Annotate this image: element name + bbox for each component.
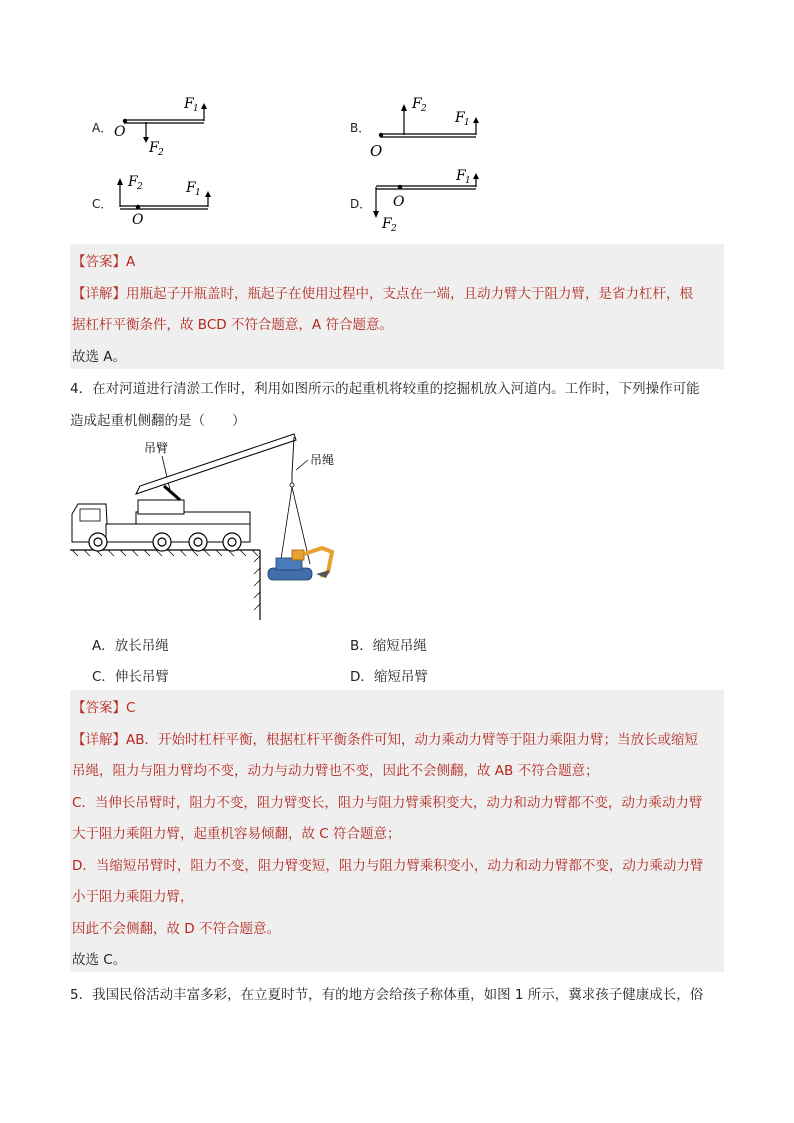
q3-answer-block	[70, 244, 724, 369]
svg-text:F: F	[186, 180, 196, 196]
svg-text:O: O	[132, 212, 144, 228]
q3-answer-line	[72, 250, 135, 270]
svg-text:O: O	[393, 194, 405, 210]
svg-text:F: F	[455, 110, 465, 126]
q4-answer-line	[72, 696, 135, 716]
option-d-diagram	[368, 166, 480, 234]
answer-tag: 【答案】	[72, 700, 126, 716]
pivot-o: O	[114, 124, 126, 140]
q4-option-a: A．放长吊绳	[92, 638, 169, 654]
detail-tag: 【详解】	[72, 286, 126, 302]
q4-stem-line1: 4．在对河道进行清淤工作时，利用如图所示的起重机将较重的挖掘机放入河道内。工作时，下列操作可能	[70, 381, 700, 397]
svg-text:1: 1	[193, 104, 199, 114]
q4-choose: 故选 C。	[72, 952, 127, 968]
option-c-label: C．	[92, 197, 113, 211]
svg-text:F: F	[149, 140, 159, 156]
rope-label: 吊绳	[310, 453, 335, 467]
answer-value: A	[126, 254, 136, 270]
answer-value: C	[126, 700, 136, 716]
q4-answer-block	[70, 690, 724, 972]
svg-text:2: 2	[391, 224, 397, 234]
svg-text:F: F	[456, 168, 466, 184]
q4-detail-line4: 大于阻力乘阻力臂，起重机容易倾翻，故 C 符合题意；	[72, 826, 401, 842]
q3-choose: 故选 A。	[72, 349, 127, 365]
boom-label: 吊臂	[144, 441, 169, 455]
svg-text:F: F	[128, 174, 138, 190]
svg-text:O: O	[370, 142, 383, 160]
svg-text:1: 1	[464, 118, 470, 128]
svg-text:2: 2	[421, 104, 427, 114]
svg-text:1: 1	[195, 188, 201, 198]
option-b-label: B．	[350, 121, 371, 135]
answer-tag: 【答案】	[72, 254, 126, 270]
svg-text:F: F	[184, 96, 194, 112]
option-d-label: D．	[350, 197, 372, 211]
q4-option-b: B．缩短吊绳	[350, 638, 427, 654]
q3-detail-line1: 【详解】用瓶起子开瓶盖时，瓶起子在使用过程中，支点在一端，且动力臂大于阻力臂，是省力杠杆，根	[72, 286, 693, 302]
option-a-label: A．	[92, 121, 113, 135]
q4-stem-line2: 造成起重机侧翻的是（ ）	[70, 413, 246, 429]
svg-text:2: 2	[137, 182, 143, 192]
option-a-diagram	[112, 94, 212, 160]
svg-text:2: 2	[158, 148, 164, 158]
svg-text:1: 1	[465, 176, 471, 186]
option-b-diagram	[368, 94, 480, 160]
option-c-diagram	[112, 168, 212, 228]
q3-detail-line2: 据杠杆平衡条件，故 BCD 不符合题意，A 符合题意。	[72, 317, 393, 333]
q4-detail-line2: 吊绳，阻力与阻力臂均不变，动力与动力臂也不变，因此不会侧翻，故 AB 不符合题意；	[72, 763, 599, 779]
q4-option-d: D．缩短吊臂	[350, 669, 428, 685]
q4-detail-line5: D．当缩短吊臂时，阻力不变，阻力臂变短，阻力与阻力臂乘积变小，动力和动力臂都不变，动力乘动力臂	[72, 858, 704, 874]
q4-detail-line1: 【详解】AB．开始时杠杆平衡，根据杠杆平衡条件可知，动力乘动力臂等于阻力乘阻力臂；当放长或缩短	[72, 732, 698, 748]
q5-stem-line1: 5．我国民俗活动丰富多彩，在立夏时节，有的地方会给孩子称体重，如图 1 所示，冀求孩子健康成长，俗	[70, 987, 704, 1003]
q4-option-c: C．伸长吊臂	[92, 669, 169, 685]
q4-detail-line6: 小于阻力乘阻力臂，	[72, 889, 194, 905]
q4-detail-line3: C．当伸长吊臂时，阻力不变，阻力臂变长，阻力与阻力臂乘积变大，动力和动力臂都不变，动力乘动力臂	[72, 795, 703, 811]
detail-tag: 【详解】	[72, 732, 126, 748]
q4-detail-line7: 因此不会侧翻，故 D 不符合题意。	[72, 921, 280, 937]
svg-text:F: F	[412, 96, 422, 112]
crane-figure	[70, 432, 342, 624]
svg-text:F: F	[382, 216, 392, 232]
